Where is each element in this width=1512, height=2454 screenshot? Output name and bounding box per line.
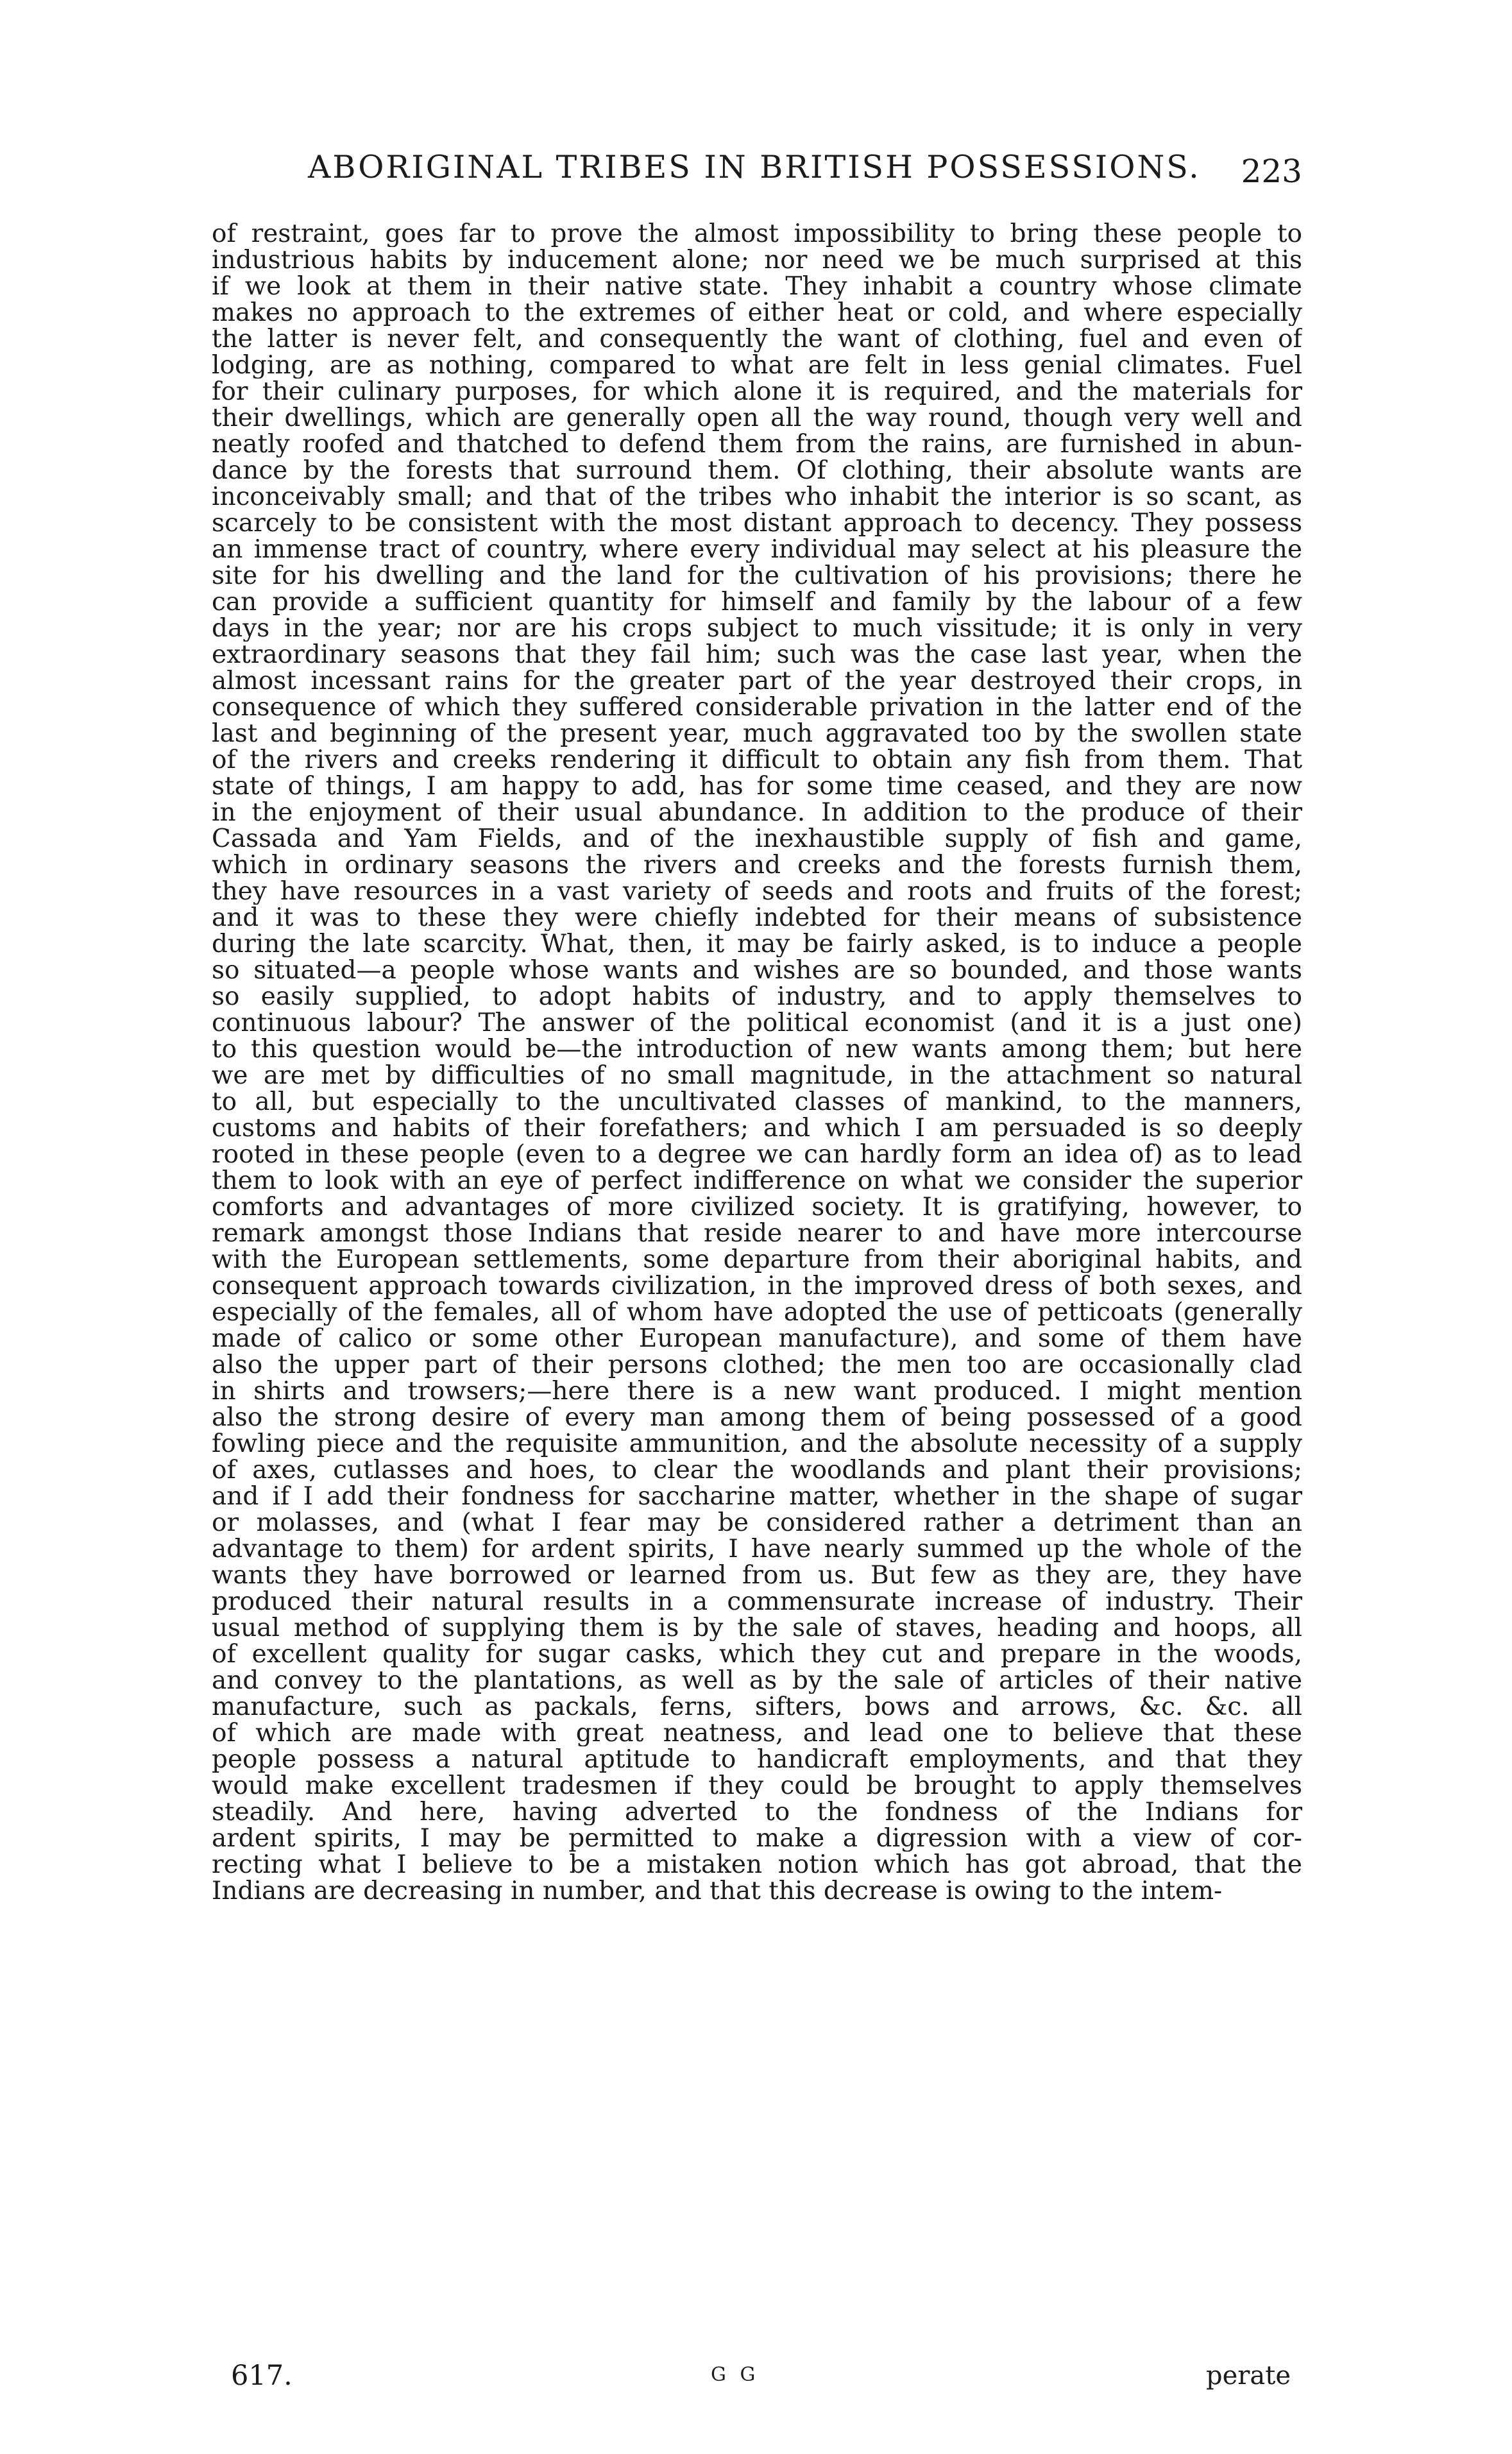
text-line: with the European settlements, some departure from their aboriginal habits, and	[212, 1247, 1302, 1273]
text-line: and convey to the plantations, as well as by the sale of articles of their native	[212, 1667, 1302, 1694]
text-line: of restraint, goes far to prove the almost impossibility to bring these people to	[212, 221, 1302, 247]
text-line: days in the year; nor are his crops subject to much vissitude; it is only in very	[212, 615, 1302, 642]
page-number: 223	[1241, 153, 1302, 190]
text-line: neatly roofed and thatched to defend them from the rains, are furnished in abun-	[212, 431, 1302, 457]
text-line: comforts and advantages of more civilized society. It is gratifying, however, to	[212, 1194, 1302, 1220]
running-head	[212, 149, 1302, 195]
text-line: extraordinary seasons that they fail him; such was the case last year, when the	[212, 642, 1302, 668]
text-line: their dwellings, which are generally open all the way round, though very well and	[212, 405, 1302, 431]
text-line: in the enjoyment of their usual abundance. In addition to the produce of their	[212, 799, 1302, 826]
text-line: of which are made with great neatness, and lead one to believe that these	[212, 1720, 1302, 1746]
catchword: perate	[1206, 2361, 1291, 2390]
text-line: consequence of which they suffered considerable privation in the latter end of the	[212, 694, 1302, 720]
text-line: which in ordinary seasons the rivers and creeks and the forests furnish them,	[212, 852, 1302, 878]
text-line: also the upper part of their persons clothed; the men too are occasionally clad	[212, 1352, 1302, 1378]
text-line: so situated—a people whose wants and wishes are so bounded, and those wants	[212, 957, 1302, 984]
text-line: would make excellent tradesmen if they could be brought to apply themselves	[212, 1773, 1302, 1799]
text-line: inconceivably small; and that of the tribes who inhabit the interior is so scant, as	[212, 484, 1302, 510]
running-title: ABORIGINAL TRIBES IN BRITISH POSSESSIONS.	[308, 149, 1201, 185]
text-line: remark amongst those Indians that reside nearer to and have more intercourse	[212, 1220, 1302, 1247]
text-line: Indians are decreasing in number, and that this decrease is owing to the intem-	[212, 1878, 1223, 1904]
text-line: produced their natural results in a commensurate increase of industry. Their	[212, 1589, 1302, 1615]
text-line: made of calico or some other European manufacture), and some of them have	[212, 1325, 1302, 1352]
text-line: of excellent quality for sugar casks, which they cut and prepare in the woods,	[212, 1641, 1302, 1667]
text-line: also the strong desire of every man among them of being possessed of a good	[212, 1404, 1302, 1431]
body-text	[212, 221, 1302, 1904]
text-line: dance by the forests that surround them. Of clothing, their absolute wants are	[212, 457, 1302, 484]
text-line: almost incessant rains for the greater part of the year destroyed their crops, in	[212, 668, 1302, 694]
text-line: state of things, I am happy to add, has for some time ceased, and they are now	[212, 773, 1302, 799]
text-line: in shirts and trowsers;—here there is a new want produced. I might mention	[212, 1378, 1302, 1404]
text-line: of the rivers and creeks rendering it difficult to obtain any fish from them. That	[212, 747, 1302, 773]
text-line: advantage to them) for ardent spirits, I have nearly summed up the whole of the	[212, 1536, 1302, 1562]
text-line: fowling piece and the requisite ammunition, and the absolute necessity of a supply	[212, 1431, 1302, 1457]
text-line: we are met by difficulties of no small magnitude, in the attachment so natural	[212, 1062, 1302, 1089]
text-line: lodging, are as nothing, compared to what are felt in less genial climates. Fuel	[212, 352, 1302, 379]
text-line: so easily supplied, to adopt habits of industry, and to apply themselves to	[212, 984, 1302, 1010]
text-line: during the late scarcity. What, then, it may be fairly asked, is to induce a people	[212, 931, 1302, 957]
text-line: scarcely to be consistent with the most distant approach to decency. They possess	[212, 510, 1302, 536]
text-line: if we look at them in their native state. They inhabit a country whose climate	[212, 273, 1302, 300]
text-line: of axes, cutlasses and hoes, to clear the woodlands and plant their provisions;	[212, 1457, 1302, 1483]
text-line: and if I add their fondness for saccharine matter, whether in the shape of sugar	[212, 1483, 1302, 1510]
text-line: rooted in these people (even to a degree we can hardly form an idea of) as to lead	[212, 1141, 1302, 1168]
text-line: manufacture, such as packals, ferns, sifters, bows and arrows, &c. &c. all	[212, 1694, 1302, 1720]
text-line: customs and habits of their forefathers; and which I am persuaded is so deeply	[212, 1115, 1302, 1141]
text-line: to this question would be—the introduction of new wants among them; but here	[212, 1036, 1302, 1062]
text-line: makes no approach to the extremes of either heat or cold, and where especially	[212, 300, 1302, 326]
text-line: wants they have borrowed or learned from us. But few as they are, they have	[212, 1562, 1302, 1589]
text-line: site for his dwelling and the land for the cultivation of his provisions; there he	[212, 563, 1302, 589]
text-line: ardent spirits, I may be permitted to make a digression with a view of cor-	[212, 1825, 1302, 1852]
page-footer	[212, 2360, 1302, 2398]
text-line: and it was to these they were chiefly indebted for their means of subsistence	[212, 905, 1302, 931]
text-line: the latter is never felt, and consequently the want of clothing, fuel and even of	[212, 326, 1302, 352]
text-line: steadily. And here, having adverted to the fondness of the Indians for	[212, 1799, 1302, 1825]
text-line: them to look with an eye of perfect indifference on what we consider the superior	[212, 1168, 1302, 1194]
text-line: or molasses, and (what I fear may be considered rather a detriment than an	[212, 1510, 1302, 1536]
text-line: usual method of supplying them is by the sale of staves, heading and hoops, all	[212, 1615, 1302, 1641]
sheet-number: 617.	[231, 2360, 293, 2392]
text-line: last and beginning of the present year, much aggravated too by the swollen state	[212, 720, 1302, 747]
text-line: especially of the females, all of whom have adopted the use of petticoats (generally	[212, 1299, 1302, 1325]
text-line: recting what I believe to be a mistaken notion which has got abroad, that the	[212, 1852, 1302, 1878]
text-line: they have resources in a vast variety of seeds and roots and fruits of the forest;	[212, 878, 1302, 905]
text-line: for their culinary purposes, for which alone it is required, and the materials for	[212, 379, 1302, 405]
text-line: an immense tract of country, where every individual may select at his pleasure the	[212, 536, 1302, 563]
text-line: people possess a natural aptitude to handicraft employments, and that they	[212, 1746, 1302, 1773]
text-line: industrious habits by inducement alone; nor need we be much surprised at this	[212, 247, 1302, 273]
text-line: continuous labour? The answer of the political economist (and it is a just one)	[212, 1010, 1302, 1036]
text-line: Cassada and Yam Fields, and of the inexhaustible supply of fish and game,	[212, 826, 1302, 852]
text-line: can provide a sufficient quantity for himself and family by the labour of a few	[212, 589, 1302, 615]
signature-mark: G G	[711, 2364, 760, 2386]
text-line: to all, but especially to the uncultivated classes of mankind, to the manners,	[212, 1089, 1302, 1115]
text-line: consequent approach towards civilization, in the improved dress of both sexes, and	[212, 1273, 1302, 1299]
